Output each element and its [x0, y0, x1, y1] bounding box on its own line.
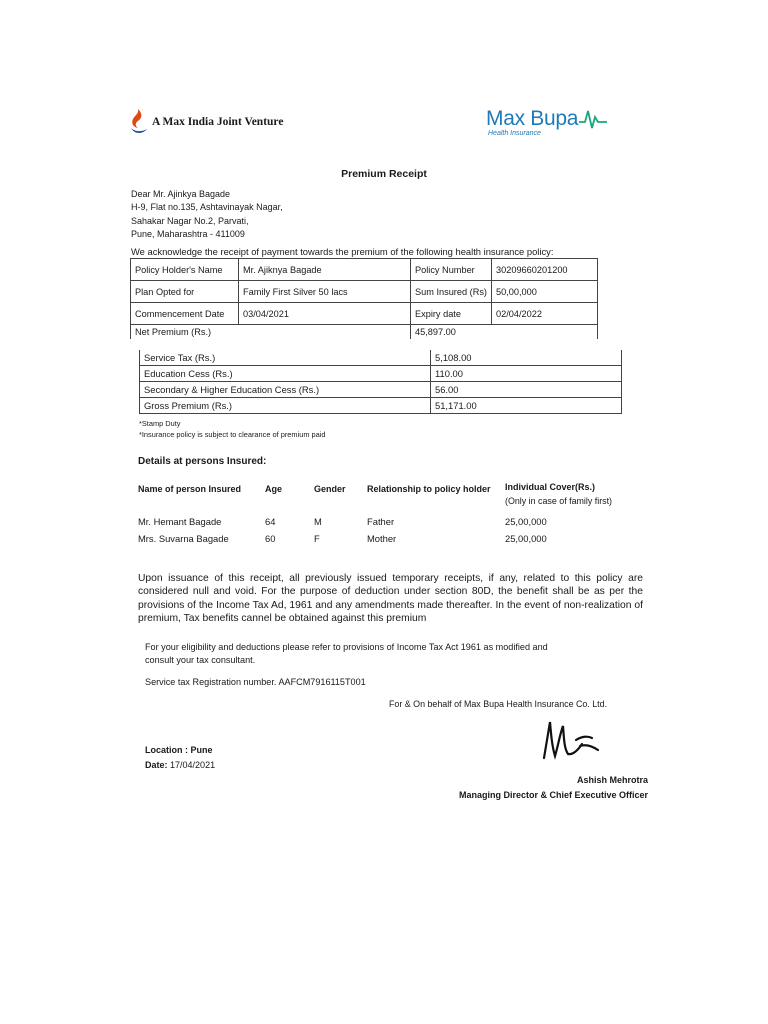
- location-date-block: [145, 743, 215, 772]
- holder-label: Policy Holder's Name: [131, 259, 239, 281]
- insured-age: 64: [265, 516, 276, 527]
- policy-number-label: Policy Number: [411, 259, 492, 281]
- eligibility-text: For your eligibility and deductions please refer to provisions of Income Tax Act 1961 as modified and consult your tax consultant.: [145, 642, 548, 666]
- table-row: [131, 325, 598, 340]
- charge-value: 56.00: [431, 382, 622, 398]
- insured-heading: Details at persons Insured:: [138, 456, 267, 467]
- max-bupa-logo: [486, 108, 607, 137]
- date-value: 17/04/2021: [170, 759, 216, 770]
- table-row: [131, 303, 598, 325]
- charge-value: 51,171.00: [431, 398, 622, 414]
- charges-table: [139, 350, 622, 414]
- address-line-1: H-9, Flat no.135, Ashtavinayak Nagar,: [131, 202, 283, 213]
- table-row: [140, 382, 622, 398]
- policy-number-value: 30209660201200: [492, 259, 598, 281]
- insured-relationship: Mother: [367, 533, 397, 544]
- signature-image: [536, 716, 606, 766]
- col-gender-header: Gender: [314, 484, 346, 494]
- salutation: Dear Mr. Ajinkya Bagade: [131, 189, 231, 199]
- plan-value: Family First Silver 50 lacs: [239, 281, 411, 303]
- insured-gender: F: [314, 533, 320, 544]
- location-value: Pune: [190, 745, 213, 755]
- table-row: [140, 398, 622, 414]
- col-name-header: Name of person Insured: [138, 484, 242, 494]
- charge-label: Gross Premium (Rs.): [140, 398, 431, 414]
- notes: [139, 419, 326, 440]
- insured-name: Mr. Hemant Bagade: [138, 516, 222, 527]
- insured-relationship: Father: [367, 516, 395, 527]
- charge-value: 5,108.00: [431, 350, 622, 366]
- plan-label: Plan Opted for: [131, 281, 239, 303]
- stamp-duty-note: *Stamp Duty: [139, 419, 181, 428]
- charge-label: Secondary & Higher Education Cess (Rs.): [140, 382, 431, 398]
- brand-name: Max Bupa: [486, 107, 579, 130]
- page-title: Premium Receipt: [341, 168, 427, 180]
- net-premium-label: Net Premium (Rs.): [131, 325, 411, 340]
- col-cover-header: Individual Cover(Rs.): [505, 482, 596, 492]
- policy-table: [130, 258, 598, 339]
- insured-cover: 25,00,000: [505, 516, 547, 527]
- table-row: [140, 366, 622, 382]
- table-row: [131, 259, 598, 281]
- signer-block: [430, 773, 648, 803]
- commencement-value: 03/04/2021: [239, 303, 411, 325]
- expiry-value: 02/04/2022: [492, 303, 598, 325]
- service-tax-registration: Service tax Registration number. AAFCM7916115T001: [145, 677, 366, 687]
- address-line-2: Sahakar Nagar No.2, Parvati,: [131, 215, 249, 226]
- expiry-label: Expiry date: [411, 303, 492, 325]
- signer-name: Ashish Mehrotra: [576, 775, 648, 785]
- signer-title: Managing Director & Chief Executive Officer: [458, 790, 648, 800]
- date-label: Date:: [145, 759, 168, 770]
- address-line-3: Pune, Maharashtra - 411009: [131, 228, 245, 239]
- col-age-header: Age: [265, 484, 283, 494]
- table-row: [131, 281, 598, 303]
- col-cover-note: (Only in case of family first): [505, 496, 613, 506]
- max-india-logo: [128, 108, 283, 136]
- commencement-label: Commencement Date: [131, 303, 239, 325]
- insured-gender: M: [314, 516, 322, 527]
- insured-cover: 25,00,000: [505, 533, 547, 544]
- sum-insured-value: 50,00,000: [492, 281, 598, 303]
- joint-venture-text: A Max India Joint Venture: [152, 116, 284, 128]
- table-row: [140, 350, 622, 366]
- insured-age: 60: [265, 533, 276, 544]
- acknowledgement-text: We acknowledge the receipt of payment towards the premium of the following health insurance policy:: [131, 246, 554, 257]
- sum-insured-label: Sum Insured (Rs): [411, 281, 492, 303]
- col-relationship-header: Relationship to policy holder: [367, 484, 491, 494]
- location-label: Location :: [145, 745, 188, 755]
- net-premium-value: 45,897.00: [411, 325, 598, 340]
- charge-value: 110.00: [431, 366, 622, 382]
- heartbeat-pulse-icon: [579, 108, 607, 130]
- holder-value: Mr. Ajiknya Bagade: [239, 259, 411, 281]
- insured-name: Mrs. Suvarna Bagade: [138, 533, 229, 544]
- brand-tagline: Health Insurance: [488, 130, 541, 137]
- null-void-paragraph: Upon issuance of this receipt, all previously issued temporary receipts, if any, related to this policy are considered null and void. For the purpose of deduction under section 80D, the benefit shall be as per the provisions of the Income Tax Ad, 1961 and any amendments made thereafter. In the event of non-realization of premium, Tax benefits cannel be obtained against this premium: [138, 573, 643, 624]
- charge-label: Education Cess (Rs.): [140, 366, 431, 382]
- charge-label: Service Tax (Rs.): [140, 350, 431, 366]
- clearance-note: *Insurance policy is subject to clearance of premium paid: [139, 429, 326, 439]
- behalf-text: For & On behalf of Max Bupa Health Insurance Co. Ltd.: [389, 699, 608, 709]
- flame-logo-icon: [128, 108, 150, 136]
- address-block: [131, 188, 283, 241]
